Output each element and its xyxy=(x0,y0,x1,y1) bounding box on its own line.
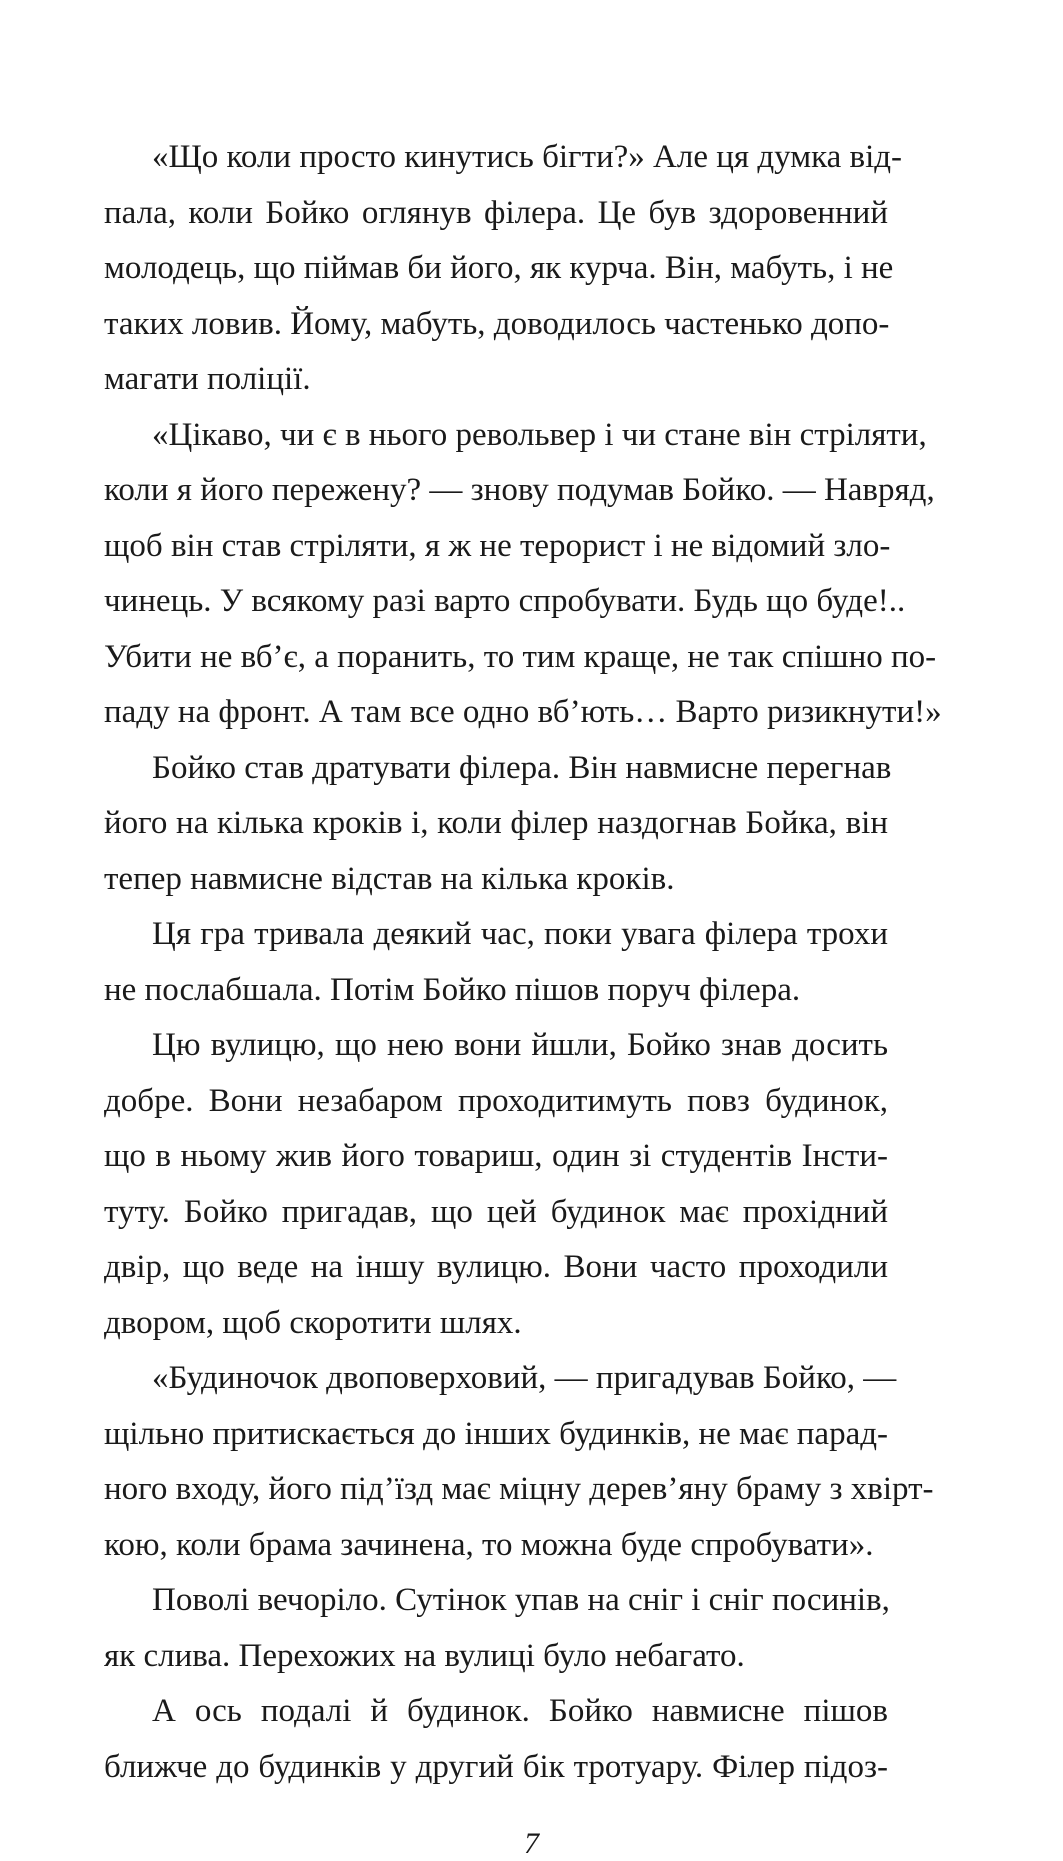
text-line: Поволі вечоріло. Сутінок упав на сніг і сніг посинів, xyxy=(152,1582,890,1618)
text-line: його на кілька кроків і, коли філер наздогнав Бойка, він xyxy=(104,805,888,841)
text-line: щоб він став стріляти, я ж не терорист і не відомий зло- xyxy=(104,527,891,564)
text-line: двором, щоб скоротити шлях. xyxy=(104,1304,522,1341)
text-line: пала, коли Бойко оглянув філера. Це був здоровенний xyxy=(104,194,888,231)
text-line: ближче до будинків у другий бік тротуару. Філер підоз- xyxy=(104,1748,888,1785)
paragraph xyxy=(104,1018,888,1351)
text-line: «Будиночок двоповерховий, — пригадував Бойко, — xyxy=(152,1360,897,1396)
text-line: «Що коли просто кинутись бігти?» Але ця думка від- xyxy=(152,139,903,175)
text-line: «Цікаво, чи є в нього револьвер і чи стане він стріляти, xyxy=(152,416,927,453)
paragraph xyxy=(104,130,903,408)
paragraph xyxy=(104,1684,888,1795)
paragraph xyxy=(104,907,888,1018)
text-line: як слива. Перехожих на вулиці було небагато. xyxy=(104,1637,745,1674)
text-line: паду на фронт. А там все одно вб’ють… Варто ризикнути!» xyxy=(104,694,942,730)
text-line: тепер навмисне відстав на кілька кроків. xyxy=(104,860,675,897)
text-line: кою, коли брама зачинена, то можна буде спробувати». xyxy=(104,1526,874,1563)
text-line: туту. Бойко пригадав, що цей будинок має прохідний xyxy=(104,1193,888,1230)
text-line: таких ловив. Йому, мабуть, доводилось частенько допо- xyxy=(104,305,890,342)
text-line: двір, що веде на іншу вулицю. Вони часто проходили xyxy=(104,1249,888,1285)
paragraph xyxy=(104,741,892,908)
text-line: добре. Вони незабаром проходитимуть повз будинок, xyxy=(104,1082,888,1119)
text-line: магати поліції. xyxy=(104,361,311,397)
text-line: Убити не вб’є, а поранить, то тим краще, не так спішно по- xyxy=(104,638,937,675)
page-number: 7 xyxy=(524,1827,539,1860)
paragraph xyxy=(104,1351,934,1573)
text-line: ного входу, його під’їзд має міцну дерев’яну браму з хвірт- xyxy=(104,1471,934,1507)
text-line: Бойко став дратувати філера. Він навмисне перегнав xyxy=(152,749,892,786)
text-line: не послабшала. Потім Бойко пішов поруч філера. xyxy=(104,971,801,1008)
text-line: що в ньому жив його товариш, один зі студентів Інсти- xyxy=(104,1138,888,1174)
text-line: коли я його пережену? — знову подумав Бойко. — Навряд, xyxy=(104,472,935,508)
paragraph xyxy=(104,1573,888,1684)
text-line: щільно притискається до інших будинків, не має парад- xyxy=(104,1415,888,1452)
text-line: молодець, що піймав би його, як курча. Він, мабуть, і не xyxy=(104,250,894,286)
body-text xyxy=(104,130,942,1795)
paragraph xyxy=(104,408,942,741)
text-line: Ця гра тривала деякий час, поки увага філера трохи xyxy=(152,916,888,952)
text-line: А ось подалі й будинок. Бойко навмисне пішов xyxy=(152,1693,888,1729)
text-line: Цю вулицю, що нею вони йшли, Бойко знав досить xyxy=(152,1027,888,1063)
text-line: чинець. У всякому разі варто спробувати. Будь що буде!.. xyxy=(104,583,906,619)
